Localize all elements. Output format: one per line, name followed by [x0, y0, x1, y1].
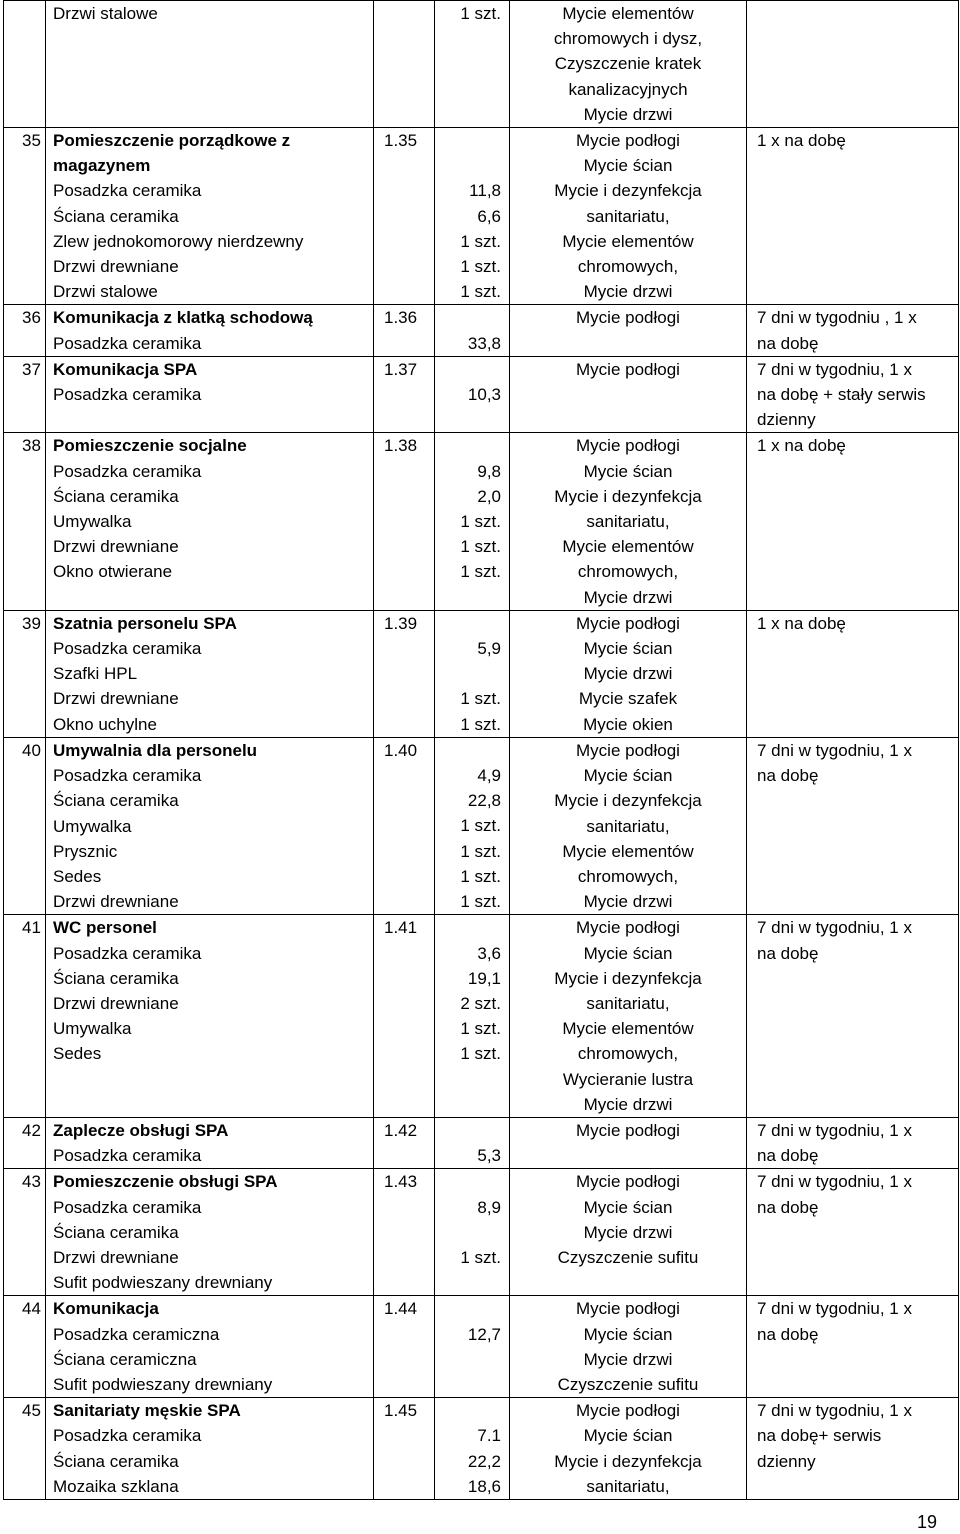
- room-code-text: 1.37: [384, 359, 418, 379]
- room-number: [4, 356, 46, 433]
- room-number: [4, 1398, 46, 1500]
- room-code: [374, 737, 435, 914]
- room-code: [374, 1296, 435, 1398]
- action-line: sanitariatu,: [586, 993, 670, 1013]
- action-line: Mycie podłogi: [576, 1120, 680, 1140]
- room-code-text: 1.38: [384, 436, 418, 456]
- frequency-line: na dobę: [757, 1324, 819, 1344]
- description-line: Umywalka: [53, 816, 132, 836]
- frequency-line: na dobę + stały serwis: [757, 385, 926, 405]
- quantity-line: [435, 153, 501, 178]
- frequency: [747, 1296, 959, 1398]
- quantity-line: [435, 915, 501, 940]
- action-line: Mycie podłogi: [576, 740, 680, 760]
- room-number-text: 36: [22, 308, 41, 328]
- quantity-line: 19,1: [467, 968, 501, 988]
- room-description: [46, 1398, 374, 1500]
- action-line: Mycie ścian: [583, 1197, 673, 1217]
- room-number: [4, 1117, 46, 1168]
- room-code: [374, 610, 435, 737]
- quantity: [435, 1, 510, 128]
- cleaning-actions: [510, 1169, 747, 1296]
- frequency-line: 7 dni w tygodniu , 1 x: [757, 308, 917, 328]
- quantity-line: 1 szt.: [460, 4, 501, 23]
- description-line: Drzwi drewniane: [53, 257, 179, 277]
- frequency: [747, 1398, 959, 1500]
- room-description: [46, 356, 374, 433]
- description-line: Umywalka: [53, 512, 132, 532]
- action-line: sanitariatu,: [586, 206, 670, 226]
- action-line: Mycie podłogi: [576, 359, 680, 379]
- description-line: Sedes: [53, 1044, 102, 1064]
- room-number-text: 41: [22, 918, 41, 938]
- action-line: Mycie ścian: [583, 1324, 673, 1344]
- description-line: Drzwi drewniane: [53, 689, 179, 709]
- description-line: WC personel: [53, 918, 157, 938]
- description-line: Okno otwierane: [53, 562, 173, 582]
- frequency-line: na dobę: [757, 943, 819, 963]
- action-line: Czyszczenie sufitu: [557, 1247, 699, 1267]
- cleaning-actions: [510, 1398, 747, 1500]
- table-row: [4, 610, 959, 737]
- room-number-text: 38: [22, 436, 41, 456]
- cleaning-actions: [510, 1, 747, 128]
- table-row: [4, 1398, 959, 1500]
- frequency-line: na dobę+ serwis: [757, 1426, 882, 1446]
- frequency: [747, 915, 959, 1118]
- action-line: Mycie drzwi: [583, 1349, 673, 1369]
- quantity-line: 1 szt.: [460, 714, 501, 734]
- action-line: Mycie ścian: [583, 639, 673, 659]
- description-line: Sufit podwieszany drewniany: [53, 1374, 273, 1394]
- table-row: [4, 737, 959, 914]
- description-line: Szafki HPL: [53, 664, 138, 684]
- action-line: Mycie okien: [583, 714, 673, 734]
- room-number-text: 44: [22, 1299, 41, 1319]
- quantity-line: [435, 128, 501, 153]
- description-line: Drzwi drewniane: [53, 892, 179, 912]
- cleaning-actions: [510, 915, 747, 1118]
- room-code: [374, 1169, 435, 1296]
- action-line: Mycie drzwi: [583, 282, 673, 302]
- description-line: Sufit podwieszany drewniany: [53, 1273, 273, 1293]
- description-line: Szatnia personelu SPA: [53, 613, 237, 633]
- room-description: [46, 1296, 374, 1398]
- room-code-text: 1.40: [384, 740, 418, 760]
- action-line: Czyszczenie kratek: [554, 54, 702, 74]
- description-line: Posadzka ceramika: [53, 1426, 202, 1446]
- cleaning-actions: [510, 433, 747, 610]
- table-row: [4, 915, 959, 1118]
- action-line: Mycie szafek: [578, 689, 678, 709]
- quantity: [435, 128, 510, 305]
- quantity-line: [435, 611, 501, 636]
- description-line: Zaplecze obsługi SPA: [53, 1120, 229, 1140]
- action-line: Mycie podłogi: [576, 436, 680, 456]
- quantity-line: 1 szt.: [460, 816, 501, 836]
- frequency-line: 7 dni w tygodniu, 1 x: [757, 1120, 912, 1140]
- action-line: chromowych i dysz,: [553, 29, 703, 49]
- action-line: sanitariatu,: [586, 512, 670, 532]
- room-number-text: 42: [22, 1120, 41, 1140]
- frequency-line: 1 x na dobę: [757, 613, 846, 633]
- room-description: [46, 1169, 374, 1296]
- quantity: [435, 1398, 510, 1500]
- room-number-text: 35: [22, 131, 41, 151]
- quantity: [435, 433, 510, 610]
- quantity-line: [435, 661, 501, 686]
- description-line: Umywalnia dla personelu: [53, 740, 258, 760]
- action-line: Mycie drzwi: [583, 1094, 673, 1114]
- quantity-line: 5,3: [477, 1146, 501, 1166]
- table-row: [4, 1296, 959, 1398]
- action-line: Mycie i dezynfekcja: [554, 1451, 702, 1471]
- frequency: [747, 737, 959, 914]
- room-number-text: 43: [22, 1172, 41, 1192]
- room-code: [374, 1, 435, 128]
- room-code: [374, 433, 435, 610]
- action-line: Mycie podłogi: [576, 308, 680, 328]
- frequency-line: 1 x na dobę: [757, 131, 846, 151]
- quantity-line: [435, 1118, 501, 1143]
- action-line: chromowych,: [577, 562, 679, 582]
- description-line: Ściana ceramiczna: [53, 1349, 197, 1369]
- action-line: Czyszczenie sufitu: [557, 1374, 699, 1394]
- description-line: Posadzka ceramika: [53, 385, 202, 405]
- quantity-line: 4,9: [477, 766, 501, 786]
- description-line: Posadzka ceramika: [53, 461, 202, 481]
- room-code: [374, 915, 435, 1118]
- action-line: Mycie drzwi: [583, 1222, 673, 1242]
- table-row: [4, 128, 959, 305]
- frequency-line: na dobę: [757, 1197, 819, 1217]
- quantity-line: 1 szt.: [460, 1019, 501, 1039]
- action-line: Mycie podłogi: [576, 613, 680, 633]
- frequency: [747, 1, 959, 128]
- frequency: [747, 610, 959, 737]
- room-code-text: 1.42: [384, 1120, 418, 1140]
- frequency-line: na dobę: [757, 1146, 819, 1166]
- frequency-line: dzienny: [757, 1451, 816, 1471]
- room-description: [46, 128, 374, 305]
- quantity-line: 7.1: [477, 1426, 501, 1446]
- quantity-line: 1 szt.: [460, 1044, 501, 1064]
- quantity: [435, 737, 510, 914]
- description-line: Mozaika szklana: [53, 1476, 179, 1496]
- quantity-line: 1 szt.: [460, 892, 501, 912]
- quantity-line: 1 szt.: [460, 562, 501, 582]
- description-line: Pomieszczenie obsługi SPA: [53, 1172, 278, 1192]
- room-number-text: 45: [22, 1401, 41, 1421]
- description-line: Posadzka ceramika: [53, 766, 202, 786]
- room-description: [46, 433, 374, 610]
- room-description: [46, 305, 374, 356]
- description-line: Umywalka: [53, 1019, 132, 1039]
- description-line: Drzwi stalowe: [53, 4, 158, 23]
- room-number: [4, 610, 46, 737]
- description-line: Posadzka ceramika: [53, 1197, 202, 1217]
- description-line: Okno uchylne: [53, 714, 157, 734]
- room-description: [46, 610, 374, 737]
- quantity-line: 3,6: [477, 943, 501, 963]
- room-code-text: 1.35: [384, 131, 418, 151]
- action-line: Mycie i dezynfekcja: [554, 181, 702, 201]
- description-line: Sanitariaty męskie SPA: [53, 1401, 241, 1421]
- room-description: [46, 1, 374, 128]
- frequency-line: 1 x na dobę: [757, 436, 846, 456]
- frequency: [747, 305, 959, 356]
- action-line: Mycie podłogi: [576, 1172, 680, 1192]
- room-code: [374, 356, 435, 433]
- quantity-line: 1 szt.: [460, 257, 501, 276]
- frequency-line: 7 dni w tygodniu, 1 x: [757, 1299, 912, 1319]
- description-line: Ściana ceramika: [53, 486, 179, 506]
- action-line: Mycie drzwi: [583, 587, 673, 607]
- quantity-line: 2 szt.: [460, 993, 501, 1013]
- room-code: [374, 305, 435, 356]
- frequency: [747, 128, 959, 305]
- quantity-line: 1 szt.: [460, 866, 501, 886]
- action-line: Mycie drzwi: [583, 892, 673, 912]
- description-line: Komunikacja z klatką schodową: [53, 308, 313, 328]
- action-line: Mycie elementów: [562, 537, 694, 557]
- action-line: Mycie i dezynfekcja: [554, 791, 702, 811]
- room-code: [374, 128, 435, 305]
- frequency-line: 7 dni w tygodniu, 1 x: [757, 1401, 912, 1421]
- description-line: Zlew jednokomorowy nierdzewny: [53, 231, 304, 251]
- action-line: Wycieranie lustra: [562, 1069, 694, 1089]
- description-line: Ściana ceramika: [53, 968, 179, 988]
- action-line: sanitariatu,: [586, 816, 670, 836]
- quantity-line: [435, 357, 501, 382]
- quantity-line: 11,8: [469, 181, 501, 201]
- quantity-line: 1 szt.: [460, 231, 501, 251]
- quantity: [435, 305, 510, 356]
- action-line: Mycie podłogi: [576, 918, 680, 938]
- description-line: Drzwi drewniane: [53, 993, 179, 1013]
- frequency-line: 7 dni w tygodniu, 1 x: [757, 740, 912, 760]
- description-line: Sedes: [53, 866, 102, 886]
- room-description: [46, 737, 374, 914]
- description-line: Ściana ceramika: [53, 206, 179, 226]
- quantity-line: 6,6: [477, 206, 501, 226]
- action-line: chromowych,: [577, 1044, 679, 1064]
- frequency-line: 7 dni w tygodniu, 1 x: [757, 1172, 912, 1192]
- description-line: Posadzka ceramika: [53, 639, 202, 659]
- description-line: Ściana ceramika: [53, 1451, 179, 1471]
- frequency-line: dzienny: [757, 410, 816, 430]
- description-line: Drzwi drewniane: [53, 1247, 179, 1267]
- cleaning-actions: [510, 305, 747, 356]
- action-line: chromowych,: [577, 866, 679, 886]
- action-line: Mycie podłogi: [576, 1299, 680, 1319]
- frequency: [747, 1169, 959, 1296]
- room-number: [4, 1296, 46, 1398]
- room-number-text: 37: [22, 359, 41, 379]
- quantity-line: 1 szt.: [460, 282, 501, 302]
- action-line: Mycie i dezynfekcja: [554, 486, 702, 506]
- frequency: [747, 356, 959, 433]
- quantity-line: 10,3: [467, 385, 501, 405]
- quantity-line: 5,9: [477, 639, 501, 659]
- table-row: [4, 433, 959, 610]
- quantity: [435, 610, 510, 737]
- description-line: Posadzka ceramika: [53, 333, 202, 353]
- action-line: Mycie ścian: [583, 156, 673, 176]
- quantity-line: 1 szt.: [460, 1247, 501, 1267]
- cleaning-actions: [510, 1296, 747, 1398]
- room-number: [4, 1, 46, 128]
- room-code: [374, 1398, 435, 1500]
- description-line: Prysznic: [53, 841, 118, 861]
- action-line: Mycie drzwi: [583, 664, 673, 684]
- quantity: [435, 915, 510, 1118]
- description-line: Ściana ceramika: [53, 1222, 179, 1242]
- action-line: Mycie elementów: [562, 1019, 694, 1039]
- description-line: Drzwi drewniane: [53, 537, 179, 557]
- quantity-line: [435, 1398, 501, 1423]
- table-row: [4, 1117, 959, 1168]
- quantity-line: 9,8: [477, 461, 501, 481]
- quantity-line: 18,6: [467, 1476, 501, 1496]
- action-line: Mycie ścian: [583, 943, 673, 963]
- frequency-line: na dobę: [757, 766, 819, 786]
- room-number: [4, 1169, 46, 1296]
- quantity-line: 2,0: [477, 486, 501, 506]
- quantity: [435, 356, 510, 433]
- action-line: Mycie elementów: [562, 4, 694, 23]
- action-line: sanitariatu,: [586, 1476, 670, 1496]
- action-line: kanalizacyjnych: [568, 79, 688, 99]
- description-line: magazynem: [53, 156, 151, 176]
- description-line: Komunikacja: [53, 1299, 159, 1319]
- action-line: Mycie ścian: [583, 1426, 673, 1446]
- description-line: Ściana ceramika: [53, 791, 179, 811]
- frequency-line: 7 dni w tygodniu, 1 x: [757, 918, 912, 938]
- quantity-line: [435, 1220, 501, 1245]
- frequency: [747, 1117, 959, 1168]
- quantity-line: [435, 433, 501, 458]
- description-line: Pomieszczenie porządkowe z: [53, 131, 291, 151]
- action-line: Mycie elementów: [562, 231, 694, 251]
- description-line: Posadzka ceramiczna: [53, 1324, 220, 1344]
- description-line: Komunikacja SPA: [53, 359, 198, 379]
- room-number-text: 39: [22, 613, 41, 633]
- quantity-line: 1 szt.: [460, 841, 501, 861]
- room-code: [374, 1117, 435, 1168]
- room-description: [46, 915, 374, 1118]
- action-line: Mycie podłogi: [576, 131, 680, 151]
- room-number: [4, 305, 46, 356]
- action-line: Mycie podłogi: [576, 1401, 680, 1421]
- frequency-line: 7 dni w tygodniu, 1 x: [757, 359, 912, 379]
- quantity-line: 1 szt.: [460, 537, 501, 557]
- quantity-line: 8,9: [477, 1197, 501, 1217]
- room-number: [4, 433, 46, 610]
- table-row: [4, 305, 959, 356]
- quantity-line: [435, 305, 501, 330]
- frequency: [747, 433, 959, 610]
- quantity: [435, 1117, 510, 1168]
- description-line: Drzwi stalowe: [53, 282, 158, 302]
- room-code-text: 1.44: [384, 1299, 418, 1319]
- quantity-line: 1 szt.: [460, 512, 501, 532]
- room-number-text: 40: [22, 740, 41, 760]
- quantity: [435, 1169, 510, 1296]
- action-line: Mycie ścian: [583, 766, 673, 786]
- quantity: [435, 1296, 510, 1398]
- description-line: Posadzka ceramika: [53, 1146, 202, 1166]
- quantity-line: 1 szt.: [460, 689, 501, 709]
- table-row: [4, 1, 959, 128]
- quantity-line: 22,8: [467, 791, 501, 811]
- quantity-line: 22,2: [467, 1451, 501, 1471]
- room-code-text: 1.41: [384, 918, 418, 938]
- quantity-line: [435, 738, 501, 763]
- description-line: Posadzka ceramika: [53, 943, 202, 963]
- cleaning-actions: [510, 737, 747, 914]
- room-code-text: 1.43: [384, 1172, 418, 1192]
- cleaning-actions: [510, 128, 747, 305]
- action-line: Mycie ścian: [583, 461, 673, 481]
- room-code-text: 1.39: [384, 613, 418, 633]
- cleaning-actions: [510, 1117, 747, 1168]
- page-number: 19: [917, 1512, 938, 1532]
- quantity-line: [435, 1169, 501, 1194]
- quantity-line: 12,7: [467, 1324, 501, 1344]
- cleaning-actions: [510, 610, 747, 737]
- room-code-text: 1.36: [384, 308, 418, 328]
- action-line: Mycie elementów: [562, 841, 694, 861]
- description-line: Posadzka ceramika: [53, 181, 202, 201]
- quantity-line: 33,8: [467, 333, 501, 353]
- action-line: Mycie i dezynfekcja: [554, 968, 702, 988]
- action-line: chromowych,: [577, 257, 679, 277]
- room-description: [46, 1117, 374, 1168]
- room-number: [4, 128, 46, 305]
- action-line: Mycie drzwi: [583, 104, 673, 124]
- frequency-line: na dobę: [757, 333, 819, 353]
- room-number: [4, 915, 46, 1118]
- room-code-text: 1.45: [384, 1401, 418, 1421]
- cleaning-actions: [510, 356, 747, 433]
- description-line: Pomieszczenie socjalne: [53, 436, 247, 456]
- room-number: [4, 737, 46, 914]
- table-row: [4, 1169, 959, 1296]
- quantity-line: [435, 1296, 501, 1321]
- table-row: [4, 356, 959, 433]
- cleaning-schedule-table: [3, 0, 959, 1500]
